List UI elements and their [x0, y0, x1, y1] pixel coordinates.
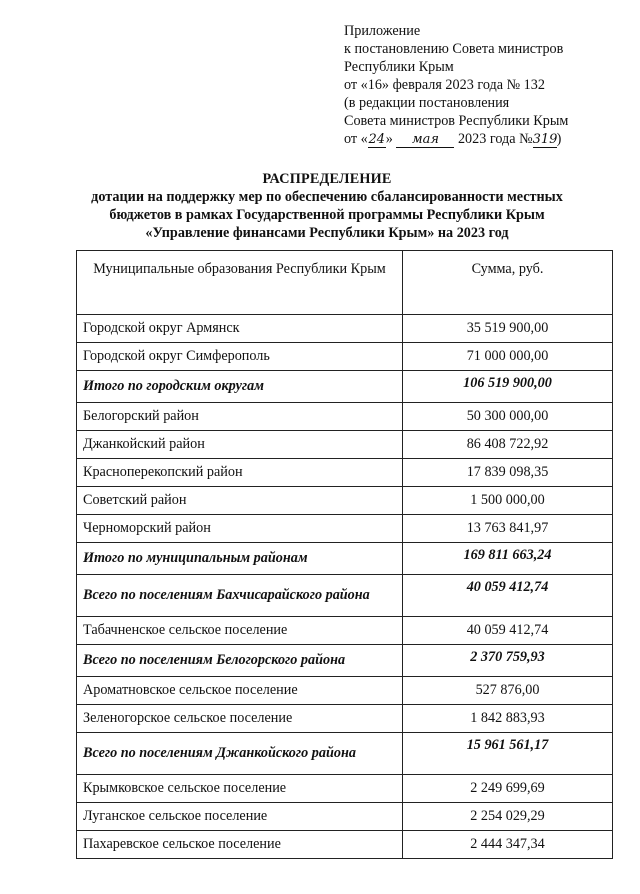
revision-mid: »: [385, 131, 397, 147]
municipality-cell: Джанкойский район: [77, 431, 403, 459]
appendix-line: от «16» февраля 2023 года № 132: [344, 77, 545, 93]
sum-cell: 86 408 722,92: [403, 431, 613, 459]
sum-cell: 2 444 347,34: [403, 831, 613, 859]
table-row: [77, 487, 613, 515]
municipality-cell: Итого по городским округам: [77, 371, 403, 403]
table-row: [77, 705, 613, 733]
municipality-cell: Всего по поселениям Бахчисарайского района: [77, 575, 403, 617]
header-municipality: Муниципальные образования Республики Крым: [77, 251, 403, 315]
appendix-block: [344, 22, 634, 148]
municipality-cell: Пахаревское сельское поселение: [77, 831, 403, 859]
table-total-row: [77, 575, 613, 617]
municipality-cell: Белогорский район: [77, 403, 403, 431]
municipality-cell: Луганское сельское поселение: [77, 803, 403, 831]
sum-cell: 2 249 699,69: [403, 775, 613, 803]
municipality-cell: Городской округ Армянск: [77, 315, 403, 343]
table-row: [77, 515, 613, 543]
table-total-row: [77, 371, 613, 403]
municipality-cell: Всего по поселениям Белогорского района: [77, 645, 403, 677]
sum-cell: 35 519 900,00: [403, 315, 613, 343]
document-title: РАСПРЕДЕЛЕНИЕ: [262, 171, 392, 187]
header-sum: Сумма, руб.: [403, 251, 613, 315]
sum-cell: 17 839 098,35: [403, 459, 613, 487]
table-row: [77, 343, 613, 371]
municipality-cell: Зеленогорское сельское поселение: [77, 705, 403, 733]
table-total-row: [77, 733, 613, 775]
table-row: [77, 315, 613, 343]
handwritten-number: 319: [532, 132, 558, 147]
sum-cell: 1 500 000,00: [403, 487, 613, 515]
table-row: [77, 459, 613, 487]
heading-line: дотации на поддержку мер по обеспечению сбалансированности местных: [91, 189, 563, 205]
table-body: [77, 315, 613, 859]
sum-cell: 2 370 759,93: [403, 645, 613, 677]
municipality-cell: Крымковское сельское поселение: [77, 775, 403, 803]
handwritten-month: мая: [396, 133, 454, 148]
appendix-line: (в редакции постановления: [344, 95, 510, 111]
sum-cell: 15 961 561,17: [403, 733, 613, 775]
table-row: [77, 617, 613, 645]
municipality-cell: Черноморский район: [77, 515, 403, 543]
revision-year: 2023 года №: [454, 131, 533, 147]
table-total-row: [77, 543, 613, 575]
revision-suffix: ): [556, 131, 562, 147]
table-row: [77, 403, 613, 431]
sum-cell: 2 254 029,29: [403, 803, 613, 831]
appendix-line: Совета министров Республики Крым: [344, 113, 569, 129]
sum-cell: 50 300 000,00: [403, 403, 613, 431]
sum-cell: 13 763 841,97: [403, 515, 613, 543]
sum-cell: 40 059 412,74: [403, 575, 613, 617]
table-row: [77, 677, 613, 705]
handwritten-day: 24: [368, 132, 386, 147]
heading-line: бюджетов в рамках Государственной программы Республики Крым: [109, 207, 545, 223]
revision-prefix: от «: [344, 131, 368, 147]
appendix-revision-line: [344, 130, 634, 148]
appendix-line: Республики Крым: [344, 59, 454, 75]
table-row: [77, 431, 613, 459]
sum-cell: 169 811 663,24: [403, 543, 613, 575]
sum-cell: 527 876,00: [403, 677, 613, 705]
table-row: [77, 775, 613, 803]
table-total-row: [77, 645, 613, 677]
table-row: [77, 831, 613, 859]
sum-cell: 1 842 883,93: [403, 705, 613, 733]
document-heading: [62, 170, 592, 242]
municipality-cell: Ароматновское сельское поселение: [77, 677, 403, 705]
municipality-cell: Всего по поселениям Джанкойского района: [77, 733, 403, 775]
municipality-cell: Итого по муниципальным районам: [77, 543, 403, 575]
sum-cell: 40 059 412,74: [403, 617, 613, 645]
heading-line: «Управление финансами Республики Крым» на 2023 год: [145, 225, 509, 241]
appendix-line: к постановлению Совета министров: [344, 41, 564, 57]
sum-cell: 71 000 000,00: [403, 343, 613, 371]
appendix-line: Приложение: [344, 23, 421, 39]
municipality-cell: Табачненское сельское поселение: [77, 617, 403, 645]
table-row: [77, 803, 613, 831]
sum-cell: 106 519 900,00: [403, 371, 613, 403]
municipality-cell: Советский район: [77, 487, 403, 515]
distribution-table: [76, 250, 613, 859]
municipality-cell: Городской округ Симферополь: [77, 343, 403, 371]
municipality-cell: Красноперекопский район: [77, 459, 403, 487]
table-header-row: [77, 251, 613, 315]
